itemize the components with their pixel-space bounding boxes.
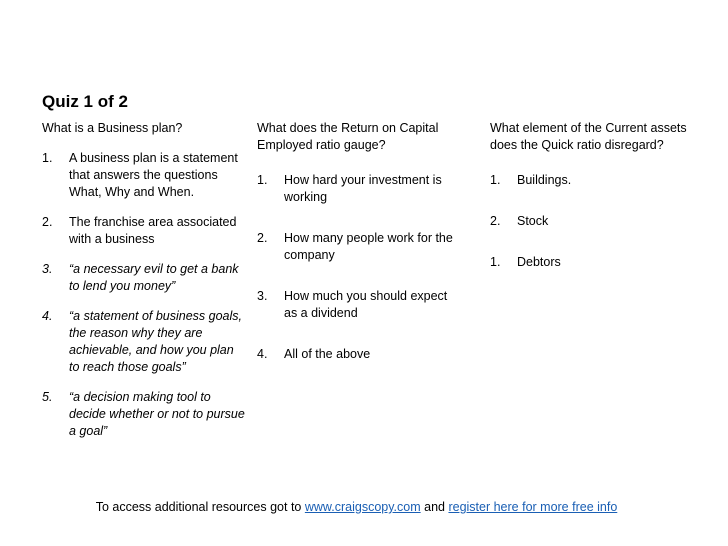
footer [0, 500, 728, 514]
answer-number: 4. [257, 347, 268, 361]
answer-item [257, 346, 462, 363]
footer-text: and [420, 500, 449, 514]
answer-number: 5. [42, 390, 53, 404]
question-text: What element of the Current assets does the Quick ratio disregard? [490, 121, 687, 152]
answer-item [257, 288, 462, 322]
answer-text: The franchise area associated with a business [69, 215, 237, 246]
answer-number: 1. [42, 151, 53, 165]
question-column-1 [42, 120, 247, 453]
answer-text: All of the above [284, 347, 371, 361]
answer-number: 1. [257, 173, 268, 187]
answer-text: How many people work for the company [284, 231, 453, 262]
answer-item [42, 389, 247, 440]
question-column-2 [257, 120, 462, 376]
answer-number: 2. [42, 215, 53, 229]
answer-item [490, 213, 690, 230]
answer-number: 1. [490, 173, 501, 187]
answer-number: 2. [490, 214, 501, 228]
answer-item [42, 214, 247, 248]
answer-item [490, 254, 690, 271]
answer-number: 2. [257, 231, 268, 245]
answer-item [257, 172, 462, 206]
answer-text: How hard your investment is working [284, 173, 442, 204]
question-text: What does the Return on Capital Employed ratio gauge? [257, 121, 439, 152]
answer-text: Buildings. [517, 173, 572, 187]
answer-text: How much you should expect as a dividend [284, 289, 448, 320]
answer-item [42, 261, 247, 295]
answer-item [257, 230, 462, 264]
answer-text: “a necessary evil to get a bank to lend you money” [69, 262, 239, 293]
answer-number: 4. [42, 309, 53, 323]
website-link[interactable]: www.craigscopy.com [304, 500, 421, 514]
question-column-3 [490, 120, 690, 284]
page-title: Quiz 1 of 2 [42, 92, 128, 111]
answer-item [42, 308, 247, 376]
answer-text: A business plan is a statement that answers the questions What, Why and When. [69, 151, 238, 199]
answer-number: 3. [257, 289, 268, 303]
answer-text: Stock [517, 214, 549, 228]
answer-item [42, 150, 247, 201]
answer-item [490, 172, 690, 189]
answer-number: 1. [490, 255, 501, 269]
footer-text: To access additional resources got to [95, 500, 305, 514]
answer-number: 3. [42, 262, 53, 276]
answer-text: “a decision making tool to decide whether or not to pursue a goal” [69, 390, 245, 438]
question-text: What is a Business plan? [42, 121, 183, 135]
register-link[interactable]: register here for more free info [448, 500, 618, 514]
answer-text: “a statement of business goals, the reason why they are achievable, and how you plan to reach those goals” [69, 309, 243, 374]
answer-text: Debtors [517, 255, 561, 269]
